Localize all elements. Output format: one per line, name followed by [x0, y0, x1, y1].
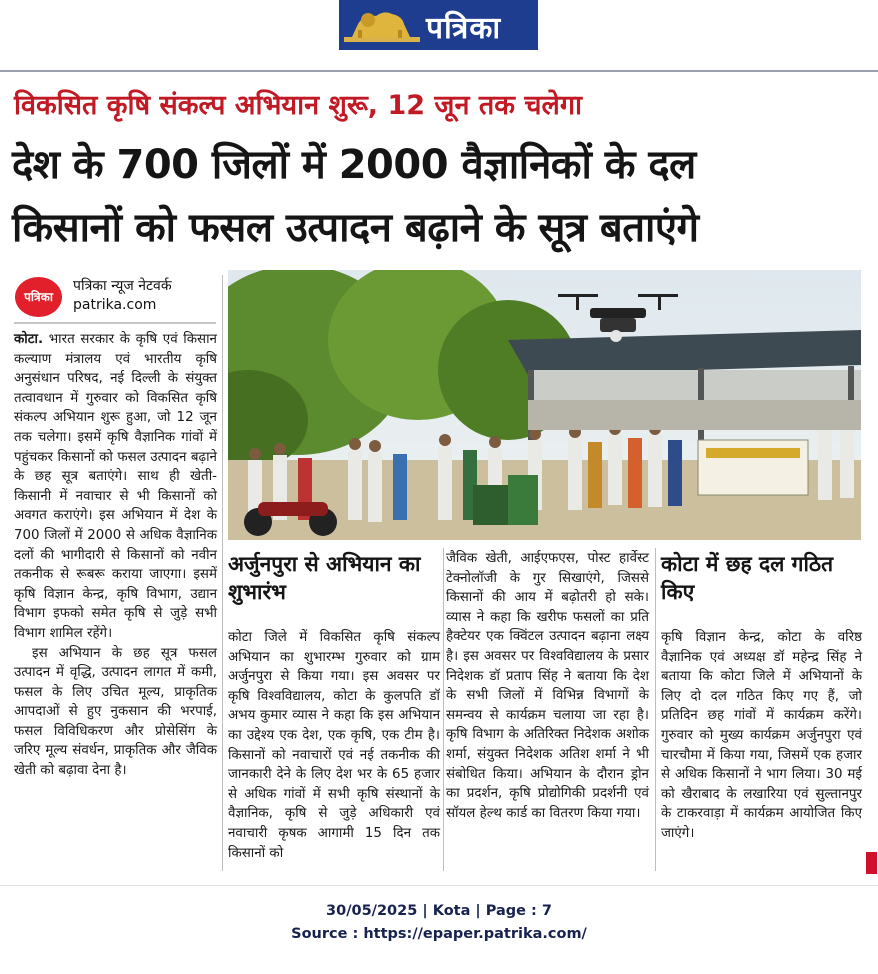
- lion-logo-icon: [344, 4, 420, 46]
- subheading-arjunpura: अर्जुनपुरा से अभियान का शुभारंभ: [228, 552, 421, 604]
- event-photo: [228, 270, 861, 540]
- main-headline-line-2: किसानों को फसल उत्पादन बढ़ाने के सूत्र बताएंगे: [12, 205, 699, 251]
- byline-divider: [14, 322, 216, 324]
- top-divider: [0, 70, 878, 72]
- main-headline-line-1: देश के 700 जिलों में 2000 वैज्ञानिकों के दल: [12, 142, 696, 188]
- article-column-3: [446, 549, 649, 823]
- footer-source-link[interactable]: Source : https://epaper.patrika.com/: [291, 926, 587, 942]
- paragraph-2: इस अभियान के छह सूत्र फसल उत्पादन में वृद्धि, उत्पादन लागत में कमी, फसल के लिए उचित मूल्य, प्राकृतिक आपदाओं से हुए नुकसान की भरपाई, फसल विविधिकरण और प्रोसेसिंग के जरिए मूल्य संवर्धन, प्राकृतिक और जैविक खेती को बढ़ावा देना है।: [14, 645, 217, 779]
- footer-date-edition: 30/05/2025 | Kota | Page : 7: [326, 903, 552, 919]
- paragraph-1: भारत सरकार के कृषि एवं किसान कल्याण मंत्रालय एवं भारतीय कृषि अनुसंधान परिषद, नई दिल्ली के संयुक्त तत्वावधान में गुरुवार को विकसित कृषि संकल्प अभियान शुरू हुआ, जो 12 जून तक चलेगा। इसमें कृषि वैज्ञानिक गांवों में पहुंचकर किसानों को फसल उत्पादन बढ़ाने के छह सूत्र बताएंगे। साथ ही खेती-किसानी में नवाचार से भी किसानों को अवगत कराएंगे। इस अभियान में देश के 700 जिलों में 2000 से अधिक वैज्ञानिक दलों की भागीदारी से किसानों को नवीन तकनीक से रूबरू कराया जाएगा। इसमें कृषि विज्ञान केन्द्र, कृषि विभाग, उद्यान विभाग इफको समेत कृषि से जुड़े सभी विभाग शामिल रहेंगे।: [14, 332, 217, 641]
- dateline: कोटा.: [14, 332, 44, 347]
- byline-organization: पत्रिका न्यूज नेटवर्क: [73, 278, 172, 294]
- column-divider: [222, 275, 223, 871]
- paragraph-column-2: कोटा जिले में विकसित कृषि संकल्प अभियान का शुभारम्भ गुरुवार को ग्राम अर्जुनपुरा से किया गया। इस अवसर पर कृषि विश्वविद्यालय, कोटा के कुलपति डॉ अभय कुमार व्यास ने कहा कि इस अभियान का उद्देश्य एक देश, एक कृषि, एक टीम है। किसानों को नवाचारों एवं नई तकनीक की जानकारी देने के लिए देश भर के 65 हजार से अधिक गांवों में सभी कृषि संस्थानों के वैज्ञानिक, कृषि से जुड़े अधिकारी एवं नवाचारी कृषक आगामी 15 दिन तक किसानों को: [228, 630, 440, 861]
- article-column-1: [14, 330, 217, 781]
- paragraph-column-3: जैविक खेती, आईएफएस, पोस्ट हार्वेस्ट टेक्नोलॉजी के गुर सिखाएंगे, जिससे किसानों की आय में बढ़ोतरी हो सके। व्यास ने कहा कि खरीफ फसलों का प्रति हैक्टेयर एक क्विंटल उत्पादन बढ़ाना लक्ष्य है। इस अवसर पर विश्वविद्यालय के प्रसार निदेशक डॉ प्रताप सिंह ने बताया कि देश के सभी जिलों में विभिन्न विभागों के समन्वय से कार्यक्रम चलाया जा रहा है। कृषि विभाग के अतिरिक्त निदेशक अशोक शर्मा, संयुक्त निदेशक अतिश शर्मा ने भी संबोधित किया। अभियान के दौरान ड्रोन का प्रदर्शन, कृषि प्रोद्योगिकी प्रदर्शनी एवं सॉयल हेल्थ कार्ड का वितरण किया गया।: [446, 551, 649, 821]
- brand-logo-text: पत्रिका: [426, 11, 502, 46]
- article-column-2: [228, 628, 440, 863]
- page-edge-marker: [866, 852, 877, 874]
- column-divider: [443, 548, 444, 871]
- bottom-divider: [0, 885, 878, 886]
- article-column-4: [661, 628, 862, 844]
- subheading-kota-teams: कोटा में छह दल गठित किए: [661, 552, 834, 604]
- paragraph-column-4: कृषि विज्ञान केन्द्र, कोटा के वरिष्ठ वैज्ञानिक एवं अध्यक्ष डॉ महेन्द्र सिंह ने बताया कि कोटा जिले में अभियानों के लिए दो दल गठित किए गए हैं, जो प्रतिदिन छह गांवों में कार्यक्रम करेंगे। गुरुवार को मुख्य कार्यक्रम अर्जुनपुरा एवं चारचौमा में किया गया, जिसमें एक हजार से अधिक किसानों ने भाग लिया। 30 मई को खैराबाद के लखारिया एवं सुल्तानपुर के टाकरवाड़ा में कार्यक्रम आयोजित किए जाएंगे।: [661, 630, 862, 841]
- byline-logo-text: पत्रिका: [24, 290, 53, 304]
- column-divider: [655, 548, 656, 871]
- byline-website: patrika.com: [73, 297, 157, 313]
- kicker-headline: विकसित कृषि संकल्प अभियान शुरू, 12 जून तक चलेगा: [14, 90, 583, 121]
